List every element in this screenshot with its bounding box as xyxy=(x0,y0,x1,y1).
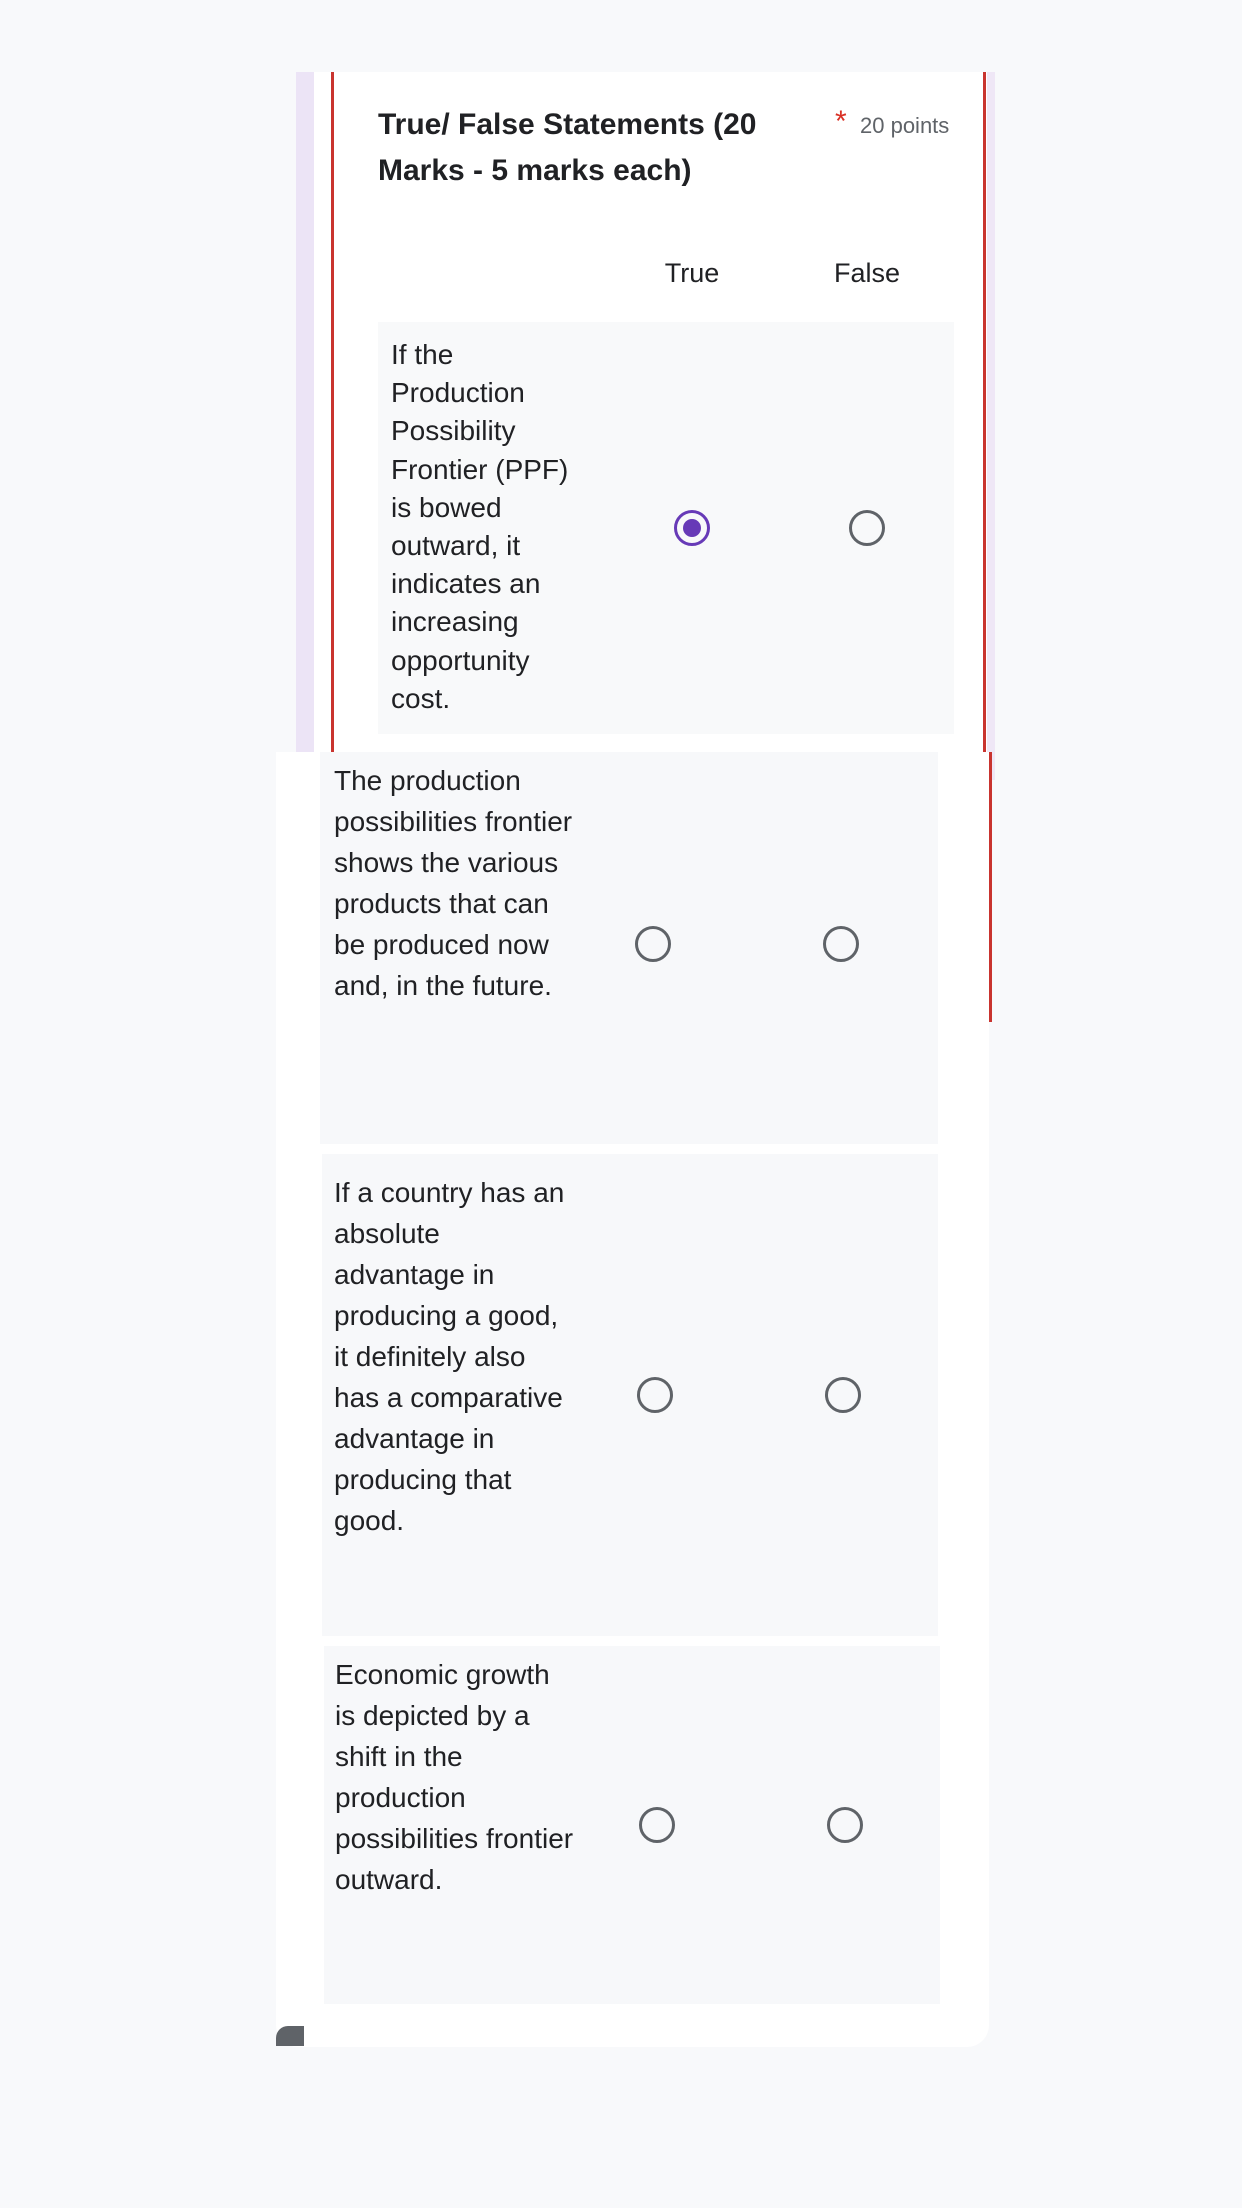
grid-row xyxy=(322,1154,938,1636)
overlay-card xyxy=(276,752,989,2047)
card-border-right xyxy=(983,72,986,780)
radio-true-row-2[interactable] xyxy=(635,926,671,962)
radio-false-row-1[interactable] xyxy=(849,510,885,546)
question-title: True/ False Statements (20 Marks - 5 marks each) xyxy=(378,108,757,187)
grid-row xyxy=(378,322,954,734)
grid-row xyxy=(320,752,938,1144)
required-asterisk: * xyxy=(835,105,847,138)
grid-row xyxy=(324,1646,940,2004)
radio-false-row-3[interactable] xyxy=(825,1377,861,1413)
column-header-true: True xyxy=(664,258,720,288)
radio-true-row-4[interactable] xyxy=(639,1807,675,1843)
row-statement: If the Production Possibility Frontier (PPF) is bowed outward, it indicates an increasing opportunity cost. xyxy=(391,339,569,714)
row-statement: The production possibilities frontier shows the various products that can be produced now and, in the future. xyxy=(334,765,573,1001)
radio-true-row-3[interactable] xyxy=(637,1377,673,1413)
row-statement: If a country has an absolute advantage in producing a good, it definitely also has a comparative advantage in producing that good. xyxy=(334,1177,565,1536)
question-card xyxy=(296,72,995,780)
card-corner-icon xyxy=(276,2026,304,2046)
points-label: 20 points xyxy=(860,113,950,138)
radio-true-row-1[interactable] xyxy=(674,510,710,546)
radio-false-row-2[interactable] xyxy=(823,926,859,962)
column-header-false: False xyxy=(833,258,901,288)
row-statement: Economic growth is depicted by a shift in the production possibilities frontier outward. xyxy=(335,1659,574,1895)
card-border-left xyxy=(331,72,334,780)
card-border-right-overlay xyxy=(989,752,992,1022)
radio-false-row-4[interactable] xyxy=(827,1807,863,1843)
